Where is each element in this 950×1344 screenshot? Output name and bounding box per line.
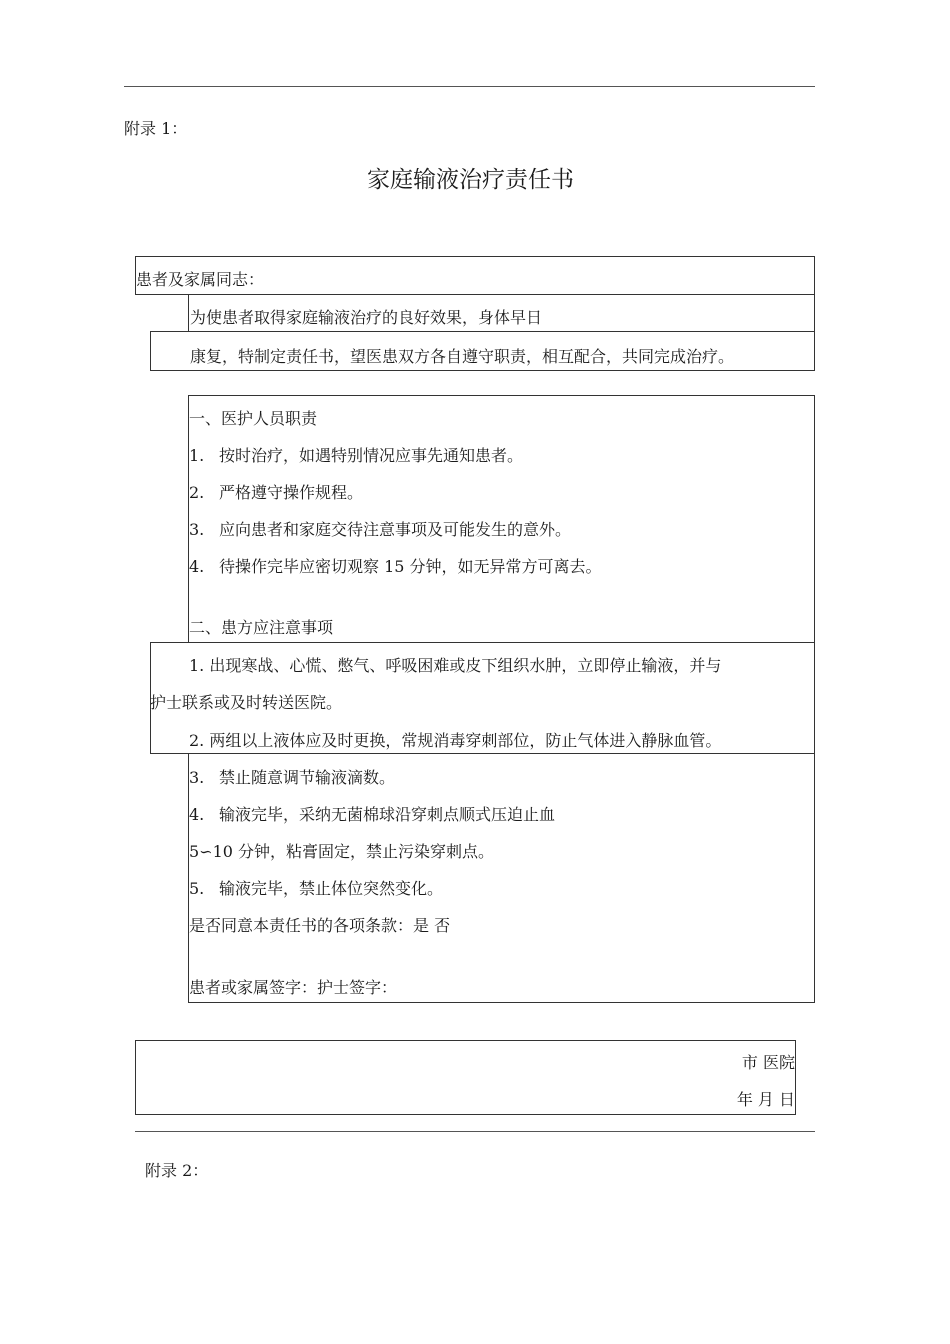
bottom-rule xyxy=(135,1131,815,1132)
section-2-item-1-line-1: 1. 出现寒战、心慌、憋气、呼吸困难或皮下组织水肿，立即停止输液，并与 xyxy=(189,656,722,675)
section-1-item-2-num: 2. xyxy=(189,483,205,502)
consent-question: 是否同意本责任书的各项条款：是 否 xyxy=(189,916,451,935)
section-2-item-3-num: 3. xyxy=(189,768,205,787)
hospital-date-box xyxy=(135,1040,796,1115)
signing-date: 年 月 日 xyxy=(736,1090,795,1109)
section-1-box xyxy=(188,395,815,643)
top-rule xyxy=(124,86,815,87)
intro-line-2: 康复，特制定责任书，望医患双方各自遵守职责，相互配合，共同完成治疗。 xyxy=(190,347,735,366)
hospital-name: 市 医院 xyxy=(741,1053,795,1072)
section-2-item-1-line-2: 护士联系或及时转送医院。 xyxy=(150,693,343,712)
section-1-item-1: 按时治疗，如遇特别情况应事先通知患者。 xyxy=(219,446,524,465)
section-1-heading: 一、医护人员职责 xyxy=(189,409,318,428)
appendix-1-label: 附录 1： xyxy=(124,119,188,138)
section-2-item-3: 禁止随意调节输液滴数。 xyxy=(219,768,396,787)
section-1-item-3-num: 3. xyxy=(189,520,205,539)
section-1-item-4: 待操作完毕应密切观察 15 分钟，如无异常方可离去。 xyxy=(219,557,602,576)
greeting: 患者及家属同志： xyxy=(136,270,265,289)
section-2-item-5: 输液完毕，禁止体位突然变化。 xyxy=(219,879,444,898)
section-2-item-2: 2. 两组以上液体应及时更换，常规消毒穿刺部位，防止气体进入静脉血管。 xyxy=(189,731,722,750)
section-2-item-4-continued: 5∽10 分钟，粘膏固定，禁止污染穿刺点。 xyxy=(189,842,495,861)
appendix-2-label: 附录 2： xyxy=(145,1161,209,1180)
document-title: 家庭输液治疗责任书 xyxy=(367,167,574,193)
section-1-item-1-num: 1. xyxy=(189,446,205,465)
section-1-item-3: 应向患者和家庭交待注意事项及可能发生的意外。 xyxy=(219,520,572,539)
section-2-item-5-num: 5. xyxy=(189,879,205,898)
section-2-item-4: 输液完毕，采纳无菌棉球沿穿刺点顺式压迫止血 xyxy=(219,805,556,824)
section-1-item-4-num: 4. xyxy=(189,557,205,576)
signature-line: 患者或家属签字：护士签字： xyxy=(189,978,398,997)
section-2-heading: 二、患方应注意事项 xyxy=(189,618,334,637)
section-2-item-4-num: 4. xyxy=(189,805,205,824)
section-2-lower-box xyxy=(188,753,815,1003)
intro-line-1: 为使患者取得家庭输液治疗的良好效果，身体早日 xyxy=(190,308,543,327)
section-1-item-2: 严格遵守操作规程。 xyxy=(219,483,364,502)
